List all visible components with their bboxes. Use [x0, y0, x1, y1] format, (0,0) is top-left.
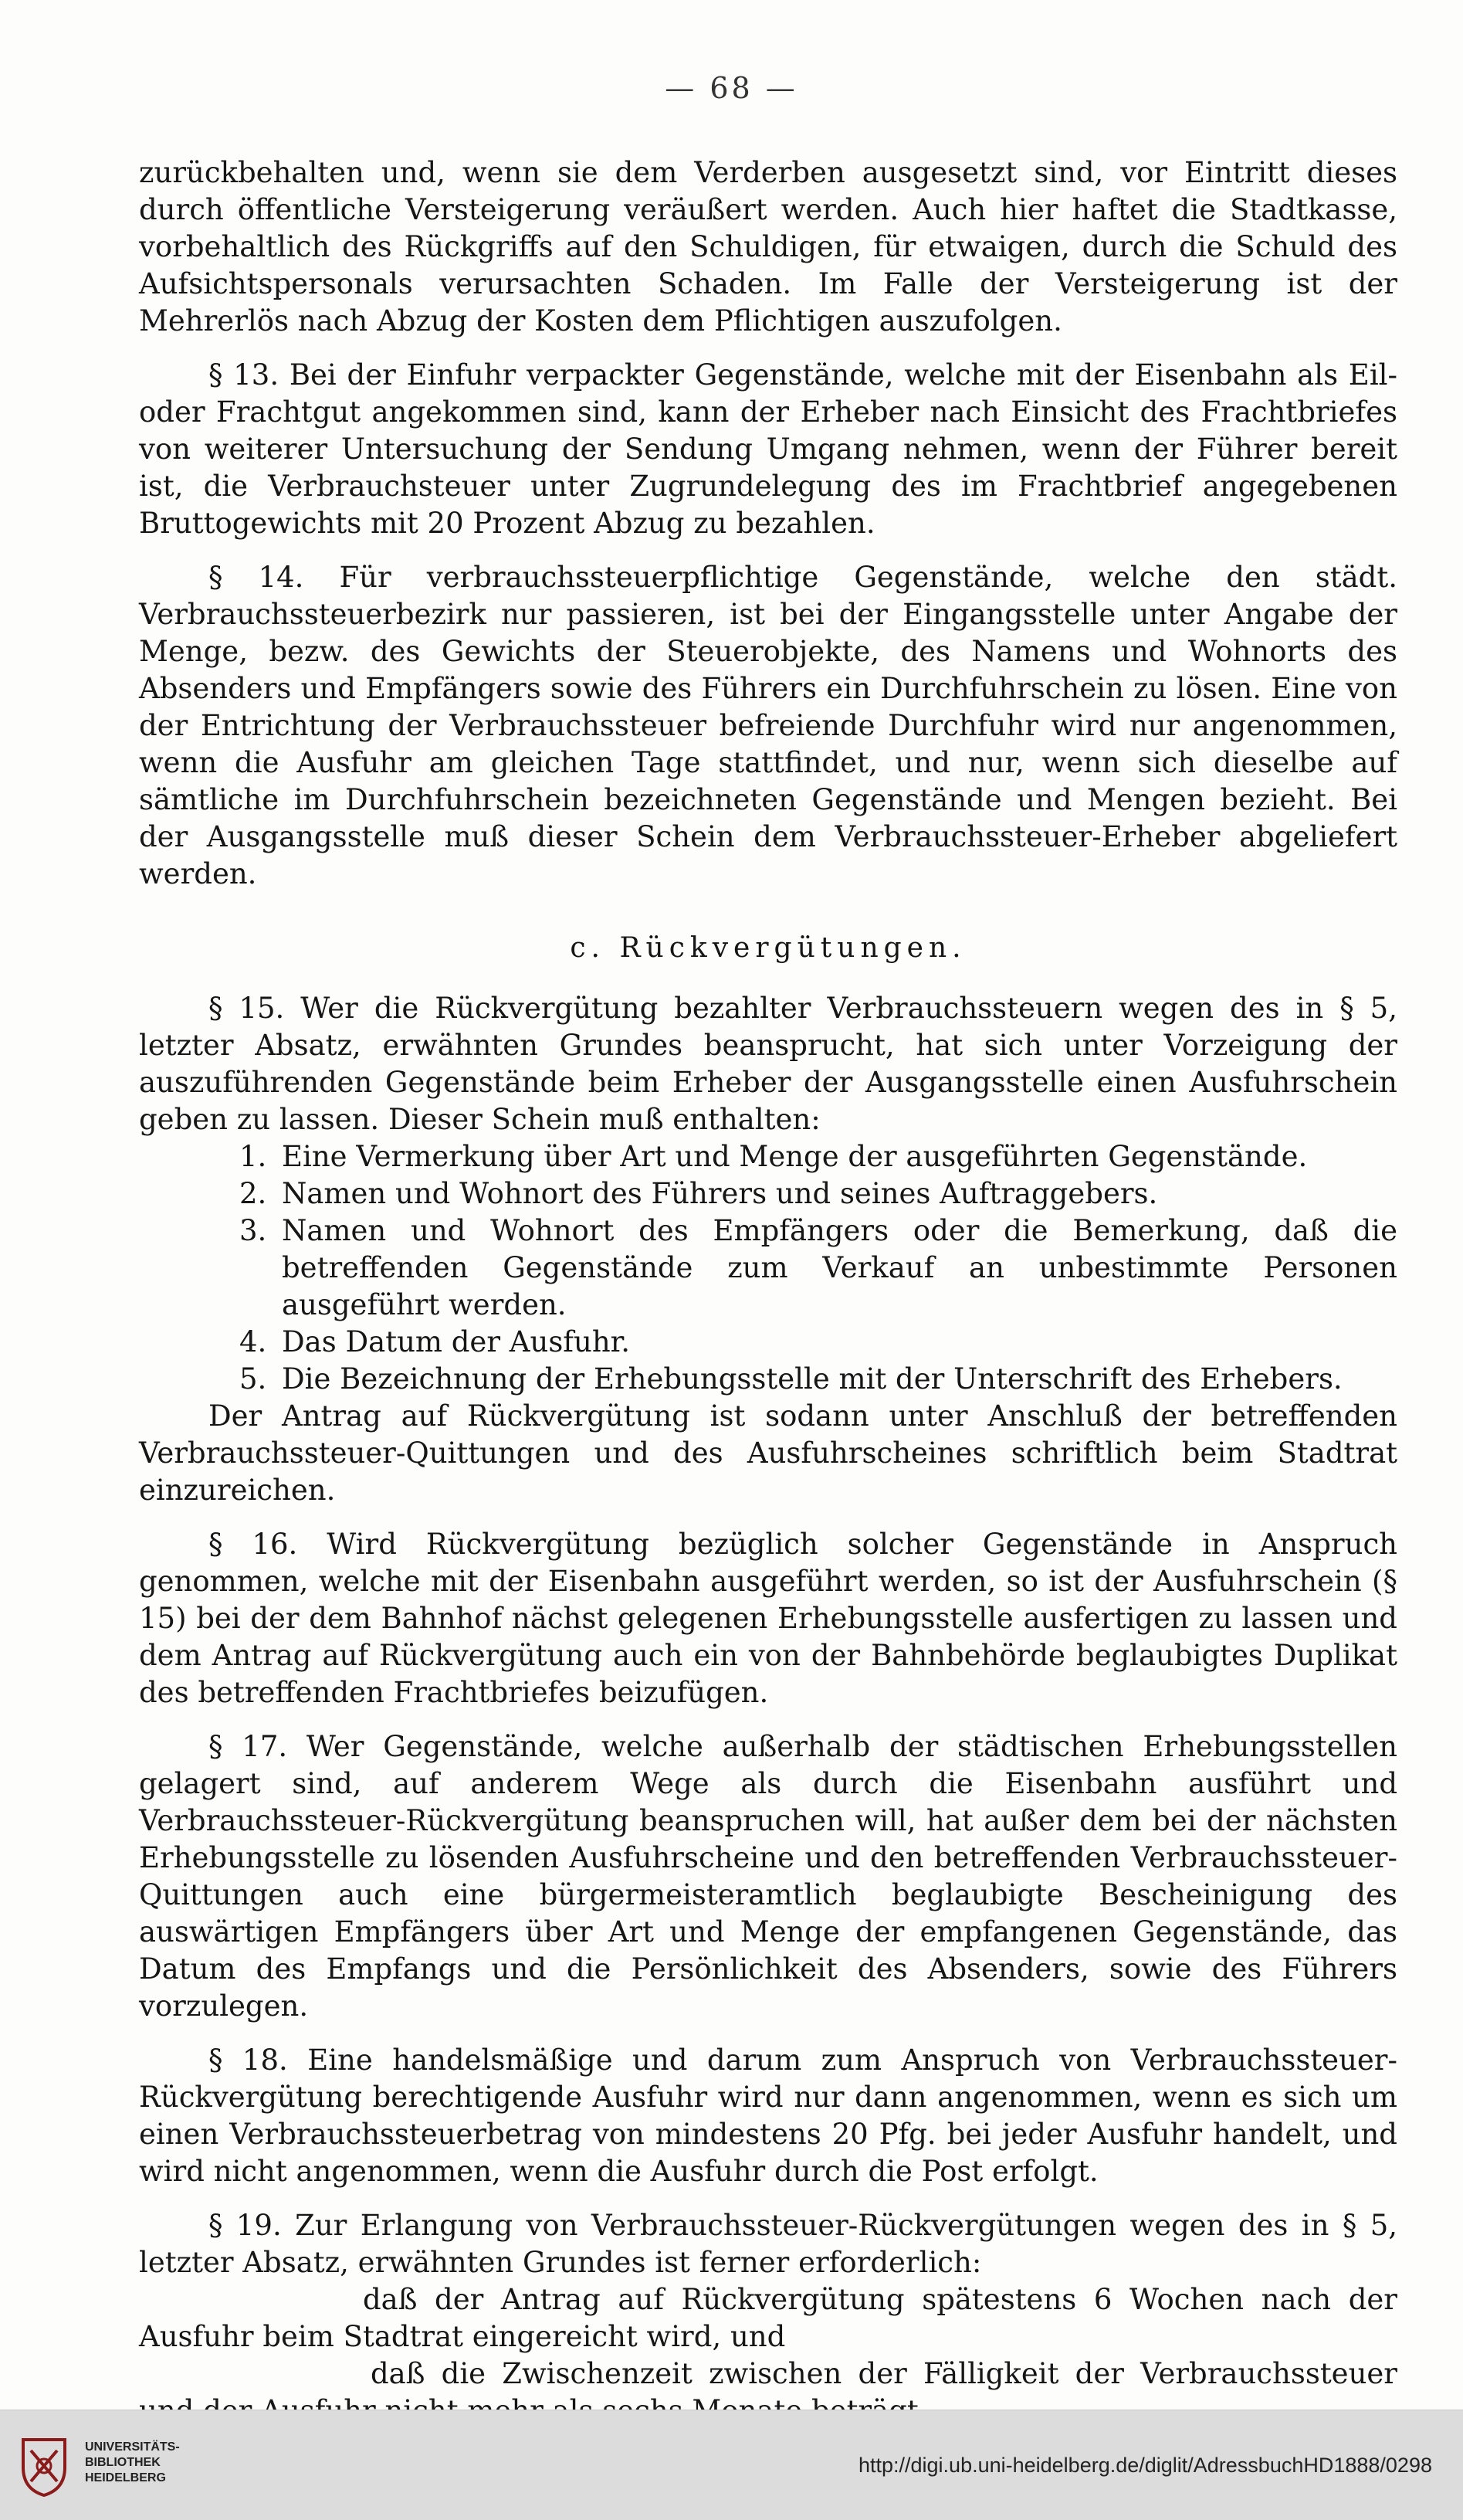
enumerated-list: [239, 1138, 1397, 1398]
list-item: [239, 1361, 1397, 1398]
section-heading-c: c. Rückvergütungen.: [570, 932, 967, 964]
paragraph-section-14: § 14. Für verbrauchssteuerpflichtige Gegenstände, welche den städt. Verbrauchssteuerbezirk nur passieren, ist bei der Eingangsstelle unter Angabe der Menge, bezw. des Gewichts der Steuerobjekte, des Namens und Wohnorts des Absenders und Empfängers sowie des Führers ein Durchfuhrschein zu lösen. Eine von der Entrichtung der Verbrauchssteuer befreiende Durchfuhr wird nur angenommen, wenn die Ausfuhr am gleichen Tage stattfindet, und nur, wenn sich dieselbe auf sämtliche im Durchfuhrschein bezeichneten Gegenstände und Mengen bezieht. Bei der Ausgangsstelle muß dieser Schein dem Verbrauchssteuer-Erheber abgeliefert werden.: [139, 561, 1397, 890]
list-item: [239, 1324, 1397, 1361]
logo-line: UNIVERSITÄTS-: [85, 2440, 180, 2454]
paragraph-section-19-condition-b: daß die Zwischenzeit zwischen der Fälligkeit der Verbrauchssteuer: [371, 2357, 1397, 2390]
list-item-number: 1.: [239, 1140, 267, 1173]
paragraph-section-15-closing: Der Antrag auf Rückvergütung ist sodann unter Anschluß der betreffenden Verbrauchssteuer-Quittungen und des Ausfuhrscheines schriftlich beim Stadtrat einzureichen.: [139, 1399, 1397, 1507]
paragraph-continuation: zurückbehalten und, wenn sie dem Verderben ausgesetzt sind, vor Eintritt dieses durch öffentliche Versteigerung veräußert werden. Auch hier haftet die Stadtkasse, vorbehaltlich des Rückgriffs auf den Schuldigen, für etwaigen, durch die Schuld des Aufsichtspersonals verursachten Schaden. Im Falle der Versteigerung ist der Mehrerlös nach Abzug der Kosten dem Pflichtigen auszufolgen.: [139, 156, 1397, 337]
list-item-number: 2.: [239, 1177, 267, 1210]
university-seal-icon: [17, 2434, 71, 2498]
footer-bar: [0, 2410, 1463, 2520]
list-item-text: Namen und Wohnort des Empfängers oder die Bemerkung, daß die betreffenden Gegenstände zum Verkauf an unbestimmte Personen ausgeführt werden.: [282, 1214, 1397, 1321]
list-item-number: 3.: [239, 1214, 267, 1247]
list-item-text: Die Bezeichnung der Erhebungsstelle mit der Unterschrift des Erhebers.: [282, 1362, 1343, 1396]
page-number: — 68 —: [665, 71, 798, 105]
source-url-link[interactable]: http://digi.ub.uni-heidelberg.de/diglit/AdressbuchHD1888/0298: [858, 2454, 1432, 2477]
document-body: [139, 154, 1397, 2430]
list-item-text: Namen und Wohnort des Führers und seines Auftraggebers.: [282, 1177, 1158, 1210]
paragraph-section-17: § 17. Wer Gegenstände, welche außerhalb der städtischen Erhebungsstellen gelagert sind, auf anderem Wege als durch die Eisenbahn ausführt und Verbrauchssteuer-Rückvergütung beanspruchen will, hat außer dem bei der nächsten Erhebungsstelle zu lösenden Ausfuhrscheine und den betreffenden Verbrauchssteuer-Quittungen auch eine bürgermeisteramtlich beglaubigte Bescheinigung des auswärtigen Empfängers über Art und Menge der empfangenen Gegenstände, das Datum des Empfangs und die Persönlichkeit des Absenders, sowie des Führers vorzulegen.: [139, 1730, 1397, 2023]
list-item-text: Das Datum der Ausfuhr.: [282, 1325, 631, 1358]
logo-line: BIBLIOTHEK: [85, 2456, 161, 2469]
list-item: [239, 1138, 1397, 1175]
paragraph-section-18: § 18. Eine handelsmäßige und darum zum Anspruch von Verbrauchssteuer-Rückvergütung berechtigende Ausfuhr wird nur dann angenommen, wenn es sich um einen Verbrauchssteuerbetrag von mindestens 20 Pfg. bei jeder Ausfuhr handelt, und wird nicht angenommen, wenn die Ausfuhr durch die Post erfolgt.: [139, 2043, 1397, 2188]
paragraph-section-16: § 16. Wird Rückvergütung bezüglich solcher Gegenstände in Anspruch genommen, welche mit der Eisenbahn ausgeführt werden, so ist der Ausfuhrschein (§ 15) bei der dem Bahnhof nächst gelegenen Erhebungsstelle ausfertigen zu lassen und dem Antrag auf Rückvergütung auch ein von der Bahnbehörde beglaubigtes Duplikat des betreffenden Frachtbriefes beizufügen.: [139, 1528, 1397, 1709]
logo-line: HEIDELBERG: [85, 2471, 166, 2484]
paragraph-section-13: § 13. Bei der Einfuhr verpackter Gegenstände, welche mit der Eisenbahn als Eil- oder Frachtgut angekommen sind, kann der Erheber nach Einsicht des Frachtbriefes von weiterer Untersuchung der Sendung Umgang nehmen, wenn der Führer bereit ist, die Verbrauchsteuer unter Zugrundelegung des im Frachtbrief angegebenen Bruttogewichts mit 20 Prozent Abzug zu bezahlen.: [139, 358, 1397, 540]
list-item: [239, 1175, 1397, 1213]
library-logo-text: [85, 2440, 180, 2486]
list-item-number: 4.: [239, 1325, 267, 1358]
list-item-number: 5.: [239, 1362, 267, 1396]
paragraph-section-19-condition-a: daß der Antrag auf Rückvergütung spätestens 6 Wochen nach der Ausfuhr beim Stadtrat eingereicht wird, und: [139, 2283, 1397, 2353]
paragraph-section-15: § 15. Wer die Rückvergütung bezahlter Verbrauchssteuern wegen des in § 5, letzter Absatz, erwähnten Grundes beansprucht, hat sich unter Vorzeigung der auszuführenden Gegenstände beim Erheber der Ausgangsstelle einen Ausfuhrschein geben zu lassen. Dieser Schein muß enthalten:: [139, 992, 1397, 1136]
list-item-text: Eine Vermerkung über Art und Menge der ausgeführten Gegenstände.: [282, 1140, 1308, 1173]
list-item: [239, 1213, 1397, 1324]
paragraph-section-19: § 19. Zur Erlangung von Verbrauchssteuer-Rückvergütungen wegen des in § 5, letzter Absatz, erwähnten Grundes ist ferner erforderlich:: [139, 2209, 1397, 2279]
